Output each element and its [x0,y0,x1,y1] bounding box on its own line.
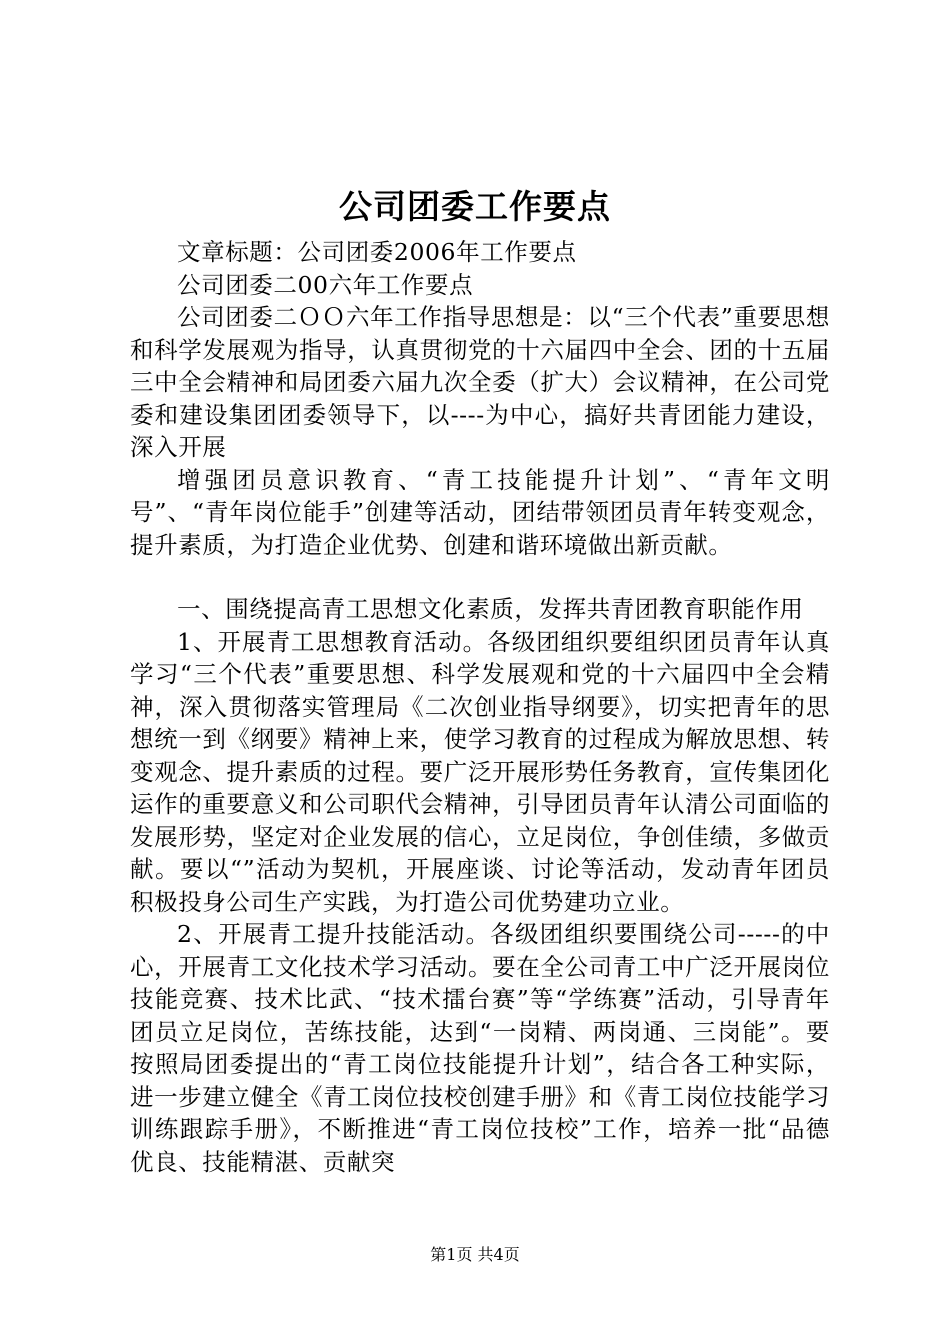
document-title: 公司团委工作要点 [339,187,611,226]
subtitle-line: 公司团委二00六年工作要点 [177,270,474,299]
article-title-line: 文章标题：公司团委2006年工作要点 [177,238,577,266]
section-heading-1: 一、围绕提高青工思想文化素质，发挥共青团教育职能作用 [177,595,804,623]
guiding-ideology-paragraph: 公司团委二ＯＯ六年工作指导思想是：以“三个代表”重要思想和科学发展观为指导，认真贯彻党的十六届四中全会、团的十五届三中全会精神和局团委六届九次全委（扩大）会议精神，在公司党委和建设集团团委领导下，以----为中心，搞好共青团能力建设，深入开展 [130,303,830,461]
item-1-paragraph: 1、开展青工思想教育活动。各级团组织要组织团员青年认真学习“三个代表”重要思想、科学发展观和党的十六届四中全会精神，深入贯彻落实管理局《二次创业指导纲要》，切实把青年的思想统一到《纲要》精神上来，使学习教育的过程成为解放思想、转变观念、提升素质的过程。要广泛开展形势任务教育，宣传集团化运作的重要意义和公司职代会精神，引导团员青年认清公司面临的发展形势，坚定对企业发展的信心，立足岗位，争创佳绩，多做贡献。要以“”活动为契机，开展座谈、讨论等活动，发动青年团员积极投身公司生产实践，为打造公司优势建功立业。 [130,627,830,916]
item-2-paragraph: 2、开展青工提升技能活动。各级团组织要围绕公司-----的中心，开展青工文化技术学习活动。要在全公司青工中广泛开展岗位技能竞赛、技术比武、“技术擂台赛”等“学练赛”活动，引导青年团员立足岗位，苦练技能，达到“一岗精、两岗通、三岗能”。要按照局团委提出的“青工岗位技能提升计划”，结合各工种实际，进一步建立健全《青工岗位技校创建手册》和《青工岗位技能学习训练跟踪手册》，不断推进“青工岗位技校”工作，培养一批“品德优良、技能精湛、贡献突 [130,920,830,1176]
document-body [130,236,830,1178]
activities-paragraph: 增强团员意识教育、“青工技能提升计划”、“青年文明号”、“青年岗位能手”创建等活动，团结带领团员青年转变观念，提升素质，为打造企业优势、创建和谐环境做出新贡献。 [130,465,830,559]
page-footer: 第1页 共4页 [430,1245,520,1264]
